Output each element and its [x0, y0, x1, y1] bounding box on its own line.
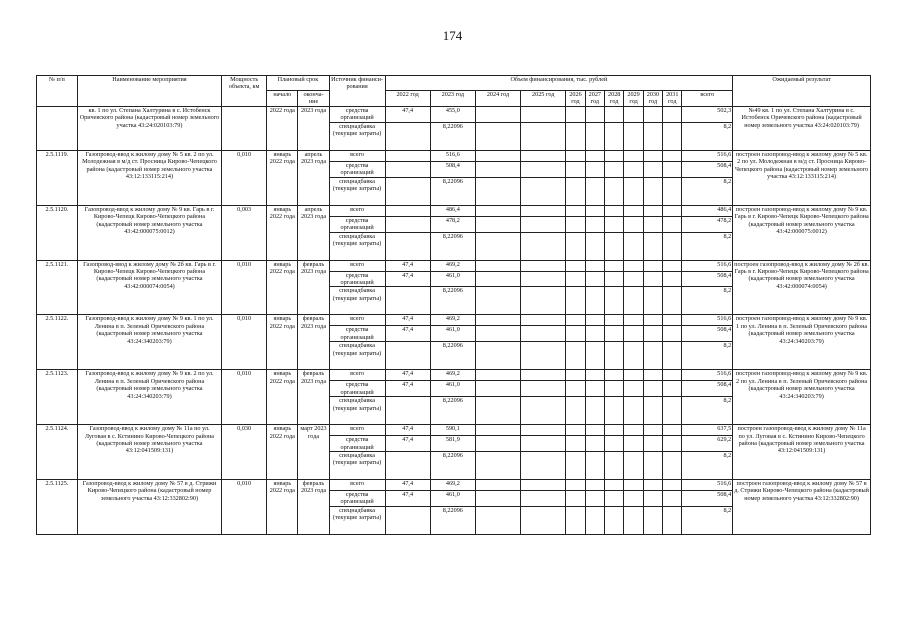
row-y2023: 469,2	[430, 260, 475, 271]
row-result: построен газопровод-ввод к жилому дому № 2б кв. Гарь в г. Кирово-Чепецк Кирово-Чепецкого района (кадастровый номер земельного участка 43:42:000074:0054)	[733, 260, 871, 315]
row-source: спецнадбавка (текущие затраты)	[329, 506, 385, 534]
row-y2023: 469,2	[430, 480, 475, 491]
row-num: 2.5.1122.	[37, 315, 78, 370]
row-y2022: 47,4	[385, 326, 430, 342]
row-y2022	[385, 506, 430, 534]
header-year-2029: 2029 год	[624, 91, 643, 107]
row-y2022: 47,4	[385, 381, 430, 397]
row-start: январь 2022 года	[267, 205, 298, 260]
row-y2022	[385, 232, 430, 260]
row-y2023: 581,9	[430, 436, 475, 452]
row-source: всего	[329, 480, 385, 491]
row-source: средства организаций	[329, 436, 385, 452]
header-period-start: начало	[267, 91, 298, 107]
row-source: всего	[329, 150, 385, 161]
row-source: средства организаций	[329, 326, 385, 342]
header-num: № п/п	[37, 76, 78, 107]
row-y2023: 508,4	[430, 161, 475, 177]
header-year-2030: 2030 год	[643, 91, 662, 107]
row-end: март 2023 года	[298, 425, 329, 480]
row-capacity: 0,010	[222, 480, 267, 535]
row-name: Газопровод-ввод к жилому дому № 9 кв. Гарь в г. Кирово-Чепецк Кирово-Чепецкого района (кадастровый номер земельного участка 43:42:000075:0012)	[77, 205, 221, 260]
row-total: 508,4	[682, 161, 733, 177]
row-y2022: 47,4	[385, 271, 430, 287]
row-start: январь 2022 года	[267, 260, 298, 315]
row-start: январь 2022 года	[267, 315, 298, 370]
row-capacity: 0,010	[222, 150, 267, 205]
row-source: всего	[329, 370, 385, 381]
row-source: средства организаций	[329, 271, 385, 287]
table-row	[37, 150, 871, 161]
row-y2023: 455,0	[430, 106, 475, 122]
table-row	[37, 205, 871, 216]
header-source: Источник финанси-рования	[329, 76, 385, 107]
row-y2023: 516,6	[430, 150, 475, 161]
header-period-end: оконча-ние	[298, 91, 329, 107]
row-source: спецнадбавка (текущие затраты)	[329, 397, 385, 425]
row-source: средства организаций	[329, 106, 385, 122]
row-total: 8,2	[682, 287, 733, 315]
row-y2022: 47,4	[385, 315, 430, 326]
header-year-2023: 2023 год	[430, 91, 475, 107]
row-num: 2.5.1119.	[37, 150, 78, 205]
row-end: 2023 года	[298, 106, 329, 150]
table-row	[37, 370, 871, 381]
page-number: 174	[442, 28, 463, 43]
row-source: всего	[329, 205, 385, 216]
row-total: 516,6	[682, 370, 733, 381]
row-end: февраль 2023 года	[298, 315, 329, 370]
row-total: 516,6	[682, 260, 733, 271]
row-source: средства организаций	[329, 216, 385, 232]
row-name: Газопровод-ввод к жилому дому № 9 кв. 2 по ул. Ленина в п. Зеленый Оричевского района (кадастровый номер земельного участка 43:24:340203:79)	[77, 370, 221, 425]
row-result: построен газопровод-ввод к жилому дому № 11а по ул. Луговая в с. Кстинино Кирово-Чепецкого района (кадастровый номер земельного участка 43:12:041509:131)	[733, 425, 871, 480]
header-capacity: Мощность объекта, км	[222, 76, 267, 107]
row-total: 502,3	[682, 106, 733, 122]
row-y2023: 461,0	[430, 491, 475, 507]
row-capacity: 0,030	[222, 425, 267, 480]
row-result: №49 кв. 1 по ул. Степана Халтурина в с. Истобенск Оричевского района (кадастровый номер земельного участка 43:24:020103:79)	[733, 106, 871, 150]
row-y2022: 47,4	[385, 260, 430, 271]
row-y2023: 8,22096	[430, 506, 475, 534]
row-total: 486,4	[682, 205, 733, 216]
row-y2022: 47,4	[385, 480, 430, 491]
row-y2023: 461,0	[430, 326, 475, 342]
row-total: 637,5	[682, 425, 733, 436]
header-year-2022: 2022 год	[385, 91, 430, 107]
row-source: средства организаций	[329, 491, 385, 507]
row-y2022	[385, 122, 430, 150]
row-capacity: 0,003	[222, 205, 267, 260]
row-total: 508,4	[682, 326, 733, 342]
row-y2022	[385, 216, 430, 232]
header-year-2028: 2028 год	[605, 91, 624, 107]
row-end: февраль 2023 года	[298, 370, 329, 425]
row-start: 2022 года	[267, 106, 298, 150]
header-name: Наименование мероприятия	[77, 76, 221, 107]
header-period: Плановый срок	[267, 76, 329, 91]
row-num	[37, 106, 78, 150]
row-y2023: 8,22096	[430, 232, 475, 260]
row-y2023: 469,2	[430, 315, 475, 326]
row-total: 8,2	[682, 232, 733, 260]
row-total: 8,2	[682, 452, 733, 480]
row-y2023: 8,22096	[430, 177, 475, 205]
row-total: 8,2	[682, 397, 733, 425]
row-result: построен газопровод-ввод к жилому дому № 5 кв. 2 по ул. Молодежная в м/д ст. Просница Кирово-Чепецкого района (кадастровый номер земельного участка 43:12:133115:214)	[733, 150, 871, 205]
row-total: 8,2	[682, 506, 733, 534]
row-total: 8,2	[682, 342, 733, 370]
row-source: спецнадбавка (текущие затраты)	[329, 177, 385, 205]
row-num: 2.5.1124.	[37, 425, 78, 480]
financing-table	[36, 75, 871, 535]
row-y2023: 469,2	[430, 370, 475, 381]
row-total: 516,6	[682, 150, 733, 161]
row-name: Газопровод-ввод к жилому дому № 2б кв. Гарь в г. Кирово-Чепецк Кирово-Чепецкого района (кадастровый номер земельного участка 43:42:000074:0054)	[77, 260, 221, 315]
row-capacity: 0,010	[222, 370, 267, 425]
row-y2022	[385, 161, 430, 177]
row-result: построен газопровод-ввод к жилому дому № 9 кв. Гарь в г. Кирово-Чепецк Кирово-Чепецкого района (кадастровый номер земельного участка 43:42:000075:0012)	[733, 205, 871, 260]
row-total: 508,4	[682, 381, 733, 397]
row-num: 2.5.1121.	[37, 260, 78, 315]
row-total: 8,2	[682, 122, 733, 150]
header-year-2025: 2025 год	[521, 91, 566, 107]
row-y2022: 47,4	[385, 425, 430, 436]
row-name: Газопровод-ввод к жилому дому № 11а по ул. Луговая в с. Кстинино Кирово-Чепецкого района (кадастровый номер земельного участка 43:12:041509:131)	[77, 425, 221, 480]
row-y2022	[385, 287, 430, 315]
row-source: всего	[329, 260, 385, 271]
row-result: построен газопровод-ввод к жилому дому № 57 в д. Стрижи Кирово-Чепецкого района (кадастровый номер земельного участка 43:12:332802:90)	[733, 480, 871, 535]
row-source: спецнадбавка (текущие затраты)	[329, 232, 385, 260]
row-y2022	[385, 150, 430, 161]
row-source: спецнадбавка (текущие затраты)	[329, 452, 385, 480]
header-year-2026: 2026 год	[566, 91, 585, 107]
table-row	[37, 260, 871, 271]
row-y2023: 461,0	[430, 381, 475, 397]
row-source: средства организаций	[329, 381, 385, 397]
row-y2022	[385, 452, 430, 480]
header-result: Ожидаемый результат	[733, 76, 871, 107]
row-y2023: 8,22096	[430, 397, 475, 425]
row-y2022	[385, 342, 430, 370]
row-result: построен газопровод-ввод к жилому дому № 9 кв. 2 по ул. Ленина в п. Зеленый Оричевского района (кадастровый номер земельного участка 43:24:340203:79)	[733, 370, 871, 425]
row-name: Газопровод-ввод к жилому дому № 9 кв. 1 по ул. Ленина в п. Зеленый Оричевского района (кадастровый номер земельного участка 43:24:340203:79)	[77, 315, 221, 370]
header-year-2027: 2027 год	[585, 91, 604, 107]
row-y2023: 8,22096	[430, 122, 475, 150]
row-end: апрель 2023 года	[298, 205, 329, 260]
row-start: январь 2022 года	[267, 150, 298, 205]
row-start: январь 2022 года	[267, 370, 298, 425]
header-year-2024: 2024 год	[475, 91, 520, 107]
row-y2023: 590,1	[430, 425, 475, 436]
row-end: апрель 2023 года	[298, 150, 329, 205]
row-total: 508,4	[682, 271, 733, 287]
row-name: Газопровод-ввод к жилому дому № 5 кв. 2 по ул. Молодежная в м/д ст. Просница Кирово-Чепецкого района (кадастровый номер земельного участка 43:12:133115:214)	[77, 150, 221, 205]
row-y2023: 8,22096	[430, 452, 475, 480]
row-source: спецнадбавка (текущие затраты)	[329, 287, 385, 315]
table-row	[37, 480, 871, 491]
row-start: январь 2022 года	[267, 425, 298, 480]
header-year-2031: 2031 год	[663, 91, 682, 107]
row-end: февраль 2023 года	[298, 260, 329, 315]
row-source: спецнадбавка (текущие затраты)	[329, 122, 385, 150]
row-end: февраль 2023 года	[298, 480, 329, 535]
row-total: 8,2	[682, 177, 733, 205]
row-y2022: 47,4	[385, 436, 430, 452]
row-num: 2.5.1120.	[37, 205, 78, 260]
header-total: всего	[682, 91, 733, 107]
row-capacity: 0,010	[222, 315, 267, 370]
row-y2023: 8,22096	[430, 342, 475, 370]
row-y2022: 47,4	[385, 370, 430, 381]
row-y2023: 486,4	[430, 205, 475, 216]
row-total: 516,6	[682, 480, 733, 491]
row-y2022	[385, 397, 430, 425]
row-y2022: 47,4	[385, 106, 430, 122]
row-name: Газопровод-ввод к жилому дому № 57 в д. Стрижи Кирово-Чепецкого района (кадастровый номер земельного участка 43:12:332802:90)	[77, 480, 221, 535]
row-y2022	[385, 205, 430, 216]
table-row	[37, 315, 871, 326]
row-total: 478,2	[682, 216, 733, 232]
row-y2023: 478,2	[430, 216, 475, 232]
row-y2023: 8,22096	[430, 287, 475, 315]
row-num: 2.5.1123.	[37, 370, 78, 425]
row-total: 516,6	[682, 315, 733, 326]
row-name: кв. 1 по ул. Степана Халтурина в с. Истобенск Оричевского района (кадастровый номер земельного участка 43:24:020103:79)	[77, 106, 221, 150]
row-source: средства организаций	[329, 161, 385, 177]
table-row	[37, 425, 871, 436]
header-volume: Объем финансирования, тыс. рублей	[385, 76, 733, 91]
table-row	[37, 106, 871, 122]
row-result: построен газопровод-ввод к жилому дому № 9 кв. 1 по ул. Ленина в п. Зеленый Оричевского района (кадастровый номер земельного участка 43:24:340203:79)	[733, 315, 871, 370]
row-capacity: 0,010	[222, 260, 267, 315]
row-source: всего	[329, 315, 385, 326]
row-source: всего	[329, 425, 385, 436]
row-y2022: 47,4	[385, 491, 430, 507]
row-total: 508,4	[682, 491, 733, 507]
row-num: 2.5.1125.	[37, 480, 78, 535]
row-y2022	[385, 177, 430, 205]
row-source: спецнадбавка (текущие затраты)	[329, 342, 385, 370]
row-y2023: 461,0	[430, 271, 475, 287]
row-total: 629,2	[682, 436, 733, 452]
row-start: январь 2022 года	[267, 480, 298, 535]
row-capacity	[222, 106, 267, 150]
